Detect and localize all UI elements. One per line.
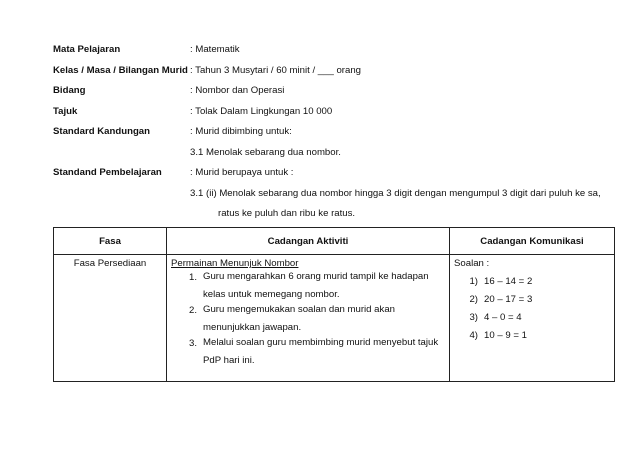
learning-standard-item: 3.1 (ii) Menolak sebarang dua nombor hingga 3 digit dengan mengumpul 3 digit dari puluh ke sa, <box>190 187 601 199</box>
header-phase: Fasa <box>54 228 167 255</box>
meta-row-class <box>53 65 613 86</box>
communication-cell <box>450 255 615 382</box>
list-item <box>454 272 610 290</box>
list-item <box>171 305 445 337</box>
meta-row-content-standard <box>53 126 613 147</box>
class-value: : Tahun 3 Musytari / 60 minit / ___ orang <box>190 64 362 76</box>
header-communication: Cadangan Komunikasi <box>450 228 615 255</box>
list-item-number: 1. <box>188 272 197 283</box>
table-header-row <box>54 228 615 255</box>
list-item-number: 3. <box>188 338 197 349</box>
list-item-number: 4) <box>469 329 478 341</box>
subject-value: : Matematik <box>190 44 240 55</box>
meta-row-field <box>53 85 613 106</box>
list-item-text: Melalui soalan guru membimbing murid menyebut tajuk PdP hari ini. <box>203 337 439 366</box>
meta-row-learning-standard <box>53 167 613 188</box>
learning-standard-value: : Murid berupaya untuk : <box>190 167 294 178</box>
field-value: : Nombor dan Operasi <box>190 85 285 96</box>
lesson-meta <box>53 44 613 229</box>
activity-list <box>171 272 445 370</box>
learning-standard-item-2: ratus ke puluh dan ribu ke ratus. <box>218 208 356 219</box>
meta-row-topic <box>53 106 613 127</box>
activity-table <box>53 227 615 382</box>
meta-row-subject <box>53 44 613 65</box>
list-item <box>454 290 610 308</box>
learning-standard-continued-2 <box>53 208 613 229</box>
list-item-text: 16 – 14 = 2 <box>484 275 533 287</box>
field-label: Bidang <box>53 85 86 96</box>
communication-list <box>454 272 610 344</box>
list-item <box>454 326 610 344</box>
list-item-text: 4 – 0 = 4 <box>484 311 522 323</box>
list-item-number: 2. <box>188 305 197 316</box>
activity-cell <box>167 255 450 382</box>
learning-standard-label: Standand Pembelajaran <box>53 167 162 178</box>
list-item-text: 20 – 17 = 3 <box>484 293 533 305</box>
list-item <box>171 338 445 370</box>
table-row <box>54 255 615 382</box>
list-item <box>454 308 610 326</box>
content-standard-continued <box>53 147 613 168</box>
communication-title: Soalan : <box>454 258 490 269</box>
list-item <box>171 272 445 304</box>
subject-label: Mata Pelajaran <box>53 44 121 55</box>
phase-cell: Fasa Persediaan <box>54 255 167 382</box>
list-item-number: 3) <box>469 311 478 323</box>
list-item-text: Guru mengarahkan 6 orang murid tampil ke hadapan kelas untuk memegang nombor. <box>203 271 429 300</box>
activity-title: Permainan Menunjuk Nombor <box>171 258 299 269</box>
list-item-number: 2) <box>469 293 478 305</box>
content-standard-item: 3.1 Menolak sebarang dua nombor. <box>190 146 341 158</box>
content-standard-label: Standard Kandungan <box>53 126 151 137</box>
class-label: Kelas / Masa / Bilangan Murid <box>53 64 188 76</box>
list-item-text: Guru mengemukakan soalan dan murid akan menunjukkan jawapan. <box>203 304 395 333</box>
content-standard-value: : Murid dibimbing untuk: <box>190 126 292 137</box>
header-activity: Cadangan Aktiviti <box>167 228 450 255</box>
list-item-number: 1) <box>469 275 478 287</box>
topic-value: : Tolak Dalam Lingkungan 10 000 <box>190 105 333 117</box>
list-item-text: 10 – 9 = 1 <box>484 329 527 341</box>
topic-label: Tajuk <box>53 105 78 117</box>
learning-standard-continued <box>53 188 613 209</box>
